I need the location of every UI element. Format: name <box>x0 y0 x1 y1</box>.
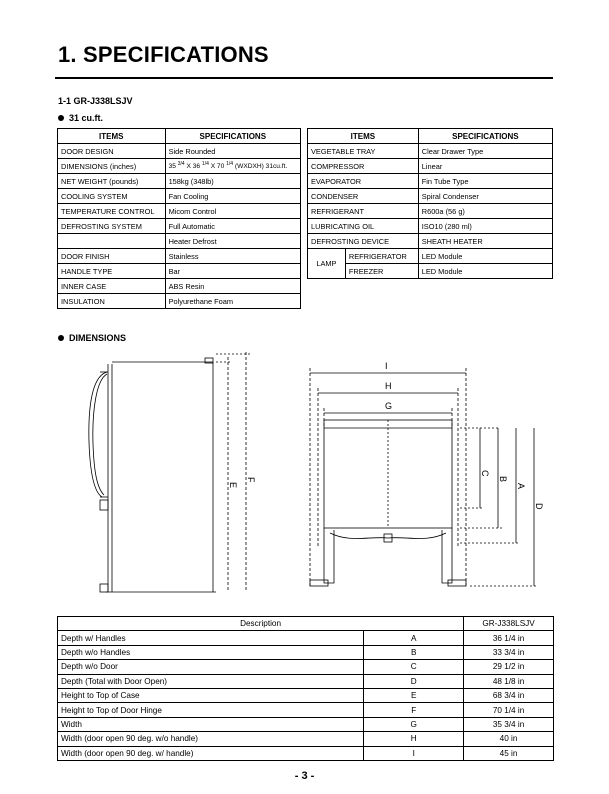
header-specifications: SPECIFICATIONS <box>418 129 552 144</box>
header-items: ITEMS <box>308 129 419 144</box>
dimensions-heading: DIMENSIONS <box>58 333 126 343</box>
table-row: Depth (Total with Door Open) D 48 1/8 in <box>58 674 554 688</box>
table-row: Width G 35 3/4 in <box>58 717 554 731</box>
dimensions-table <box>57 616 554 761</box>
table-row: DEFROSTING DEVICE SHEATH HEATER <box>308 234 553 249</box>
capacity-line <box>58 113 103 123</box>
section-heading: 1-1 GR-J338LSJV <box>58 96 133 106</box>
label-e: E <box>228 482 238 489</box>
lamp-label: LAMP <box>308 249 346 279</box>
table-row: LAMP REFRIGERATOR LED Module <box>308 249 553 264</box>
table-row: COMPRESSOR Linear <box>308 159 553 174</box>
label-b: B <box>498 476 508 483</box>
table-row: HANDLE TYPE Bar <box>58 264 301 279</box>
table-row: Depth w/o Door C 29 1/2 in <box>58 660 554 674</box>
table-row: REFRIGERANT R600a (56 g) <box>308 204 553 219</box>
label-g: G <box>385 401 393 411</box>
page-number: - 3 - <box>294 770 315 782</box>
table-row: LUBRICATING OIL ISO10 (280 ml) <box>308 219 553 234</box>
header-model: GR-J338LSJV <box>464 617 554 631</box>
table-row: NET WEIGHT (pounds) 158kg (348lb) <box>58 174 301 189</box>
title-divider <box>55 77 553 79</box>
table-row: DOOR FINISH Stainless <box>58 249 301 264</box>
table-row: Height to Top of Case E 68 3/4 in <box>58 688 554 702</box>
label-f: F <box>246 477 256 483</box>
top-view-diagram <box>300 358 550 598</box>
table-row: Height to Top of Door Hinge F 70 1/4 in <box>58 703 554 717</box>
label-a: A <box>516 483 526 490</box>
table-row: Depth w/o Handles B 33 3/4 in <box>58 645 554 659</box>
label-d: D <box>534 503 544 510</box>
page-title: 1. SPECIFICATIONS <box>58 42 269 67</box>
label-i: I <box>385 361 388 371</box>
table-row: Depth w/ Handles A 36 1/4 in <box>58 631 554 645</box>
table-row: CONDENSER Spiral Condenser <box>308 189 553 204</box>
table-row: INSULATION Polyurethane Foam <box>58 294 301 309</box>
spec-table-left <box>57 128 301 309</box>
table-row: COOLING SYSTEM Fan Cooling <box>58 189 301 204</box>
table-row: DIMENSIONS (inches) 35 $^{3/4}$ X 36 $^{1/4}$ X 70 $^{1/4}$ (WXDXH) 31cu.ft. <box>58 159 301 174</box>
header-description: Description <box>58 617 464 631</box>
table-row: EVAPORATOR Fin Tube Type <box>308 174 553 189</box>
table-row: TEMPERATURE CONTROL Micom Control <box>58 204 301 219</box>
table-row: Width (door open 90 deg. w/o handle) H 40 in <box>58 732 554 746</box>
label-c: C <box>480 470 490 477</box>
table-row: DEFROSTING SYSTEM Full Automatic <box>58 219 301 234</box>
bullet-icon <box>58 335 64 341</box>
dimensions-spec: 35 $^{3/4}$ X 36 $^{1/4}$ X 70 $^{1/4}$ (WXDXH) 31cu.ft. <box>165 159 300 174</box>
table-row: Width (door open 90 deg. w/ handle) I 45 in <box>58 746 554 760</box>
bullet-icon <box>58 115 64 121</box>
table-row: VEGETABLE TRAY Clear Drawer Type <box>308 144 553 159</box>
table-row: FREEZER LED Module <box>308 264 553 279</box>
header-items: ITEMS <box>58 129 166 144</box>
capacity-text: 31 cu.ft. <box>69 113 104 123</box>
label-h: H <box>385 381 392 391</box>
side-view-diagram <box>80 352 280 610</box>
header-specifications: SPECIFICATIONS <box>165 129 300 144</box>
table-row: DOOR DESIGN Side Rounded <box>58 144 301 159</box>
table-row: INNER CASE ABS Resin <box>58 279 301 294</box>
table-row: Heater Defrost <box>58 234 301 249</box>
spec-table-right <box>307 128 553 279</box>
